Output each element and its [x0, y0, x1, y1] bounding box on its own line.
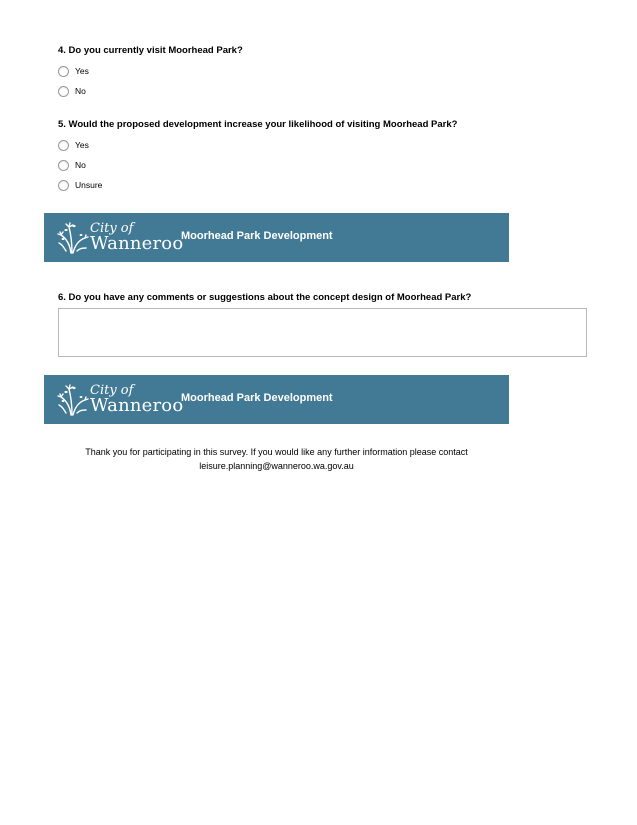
- contact-email: leisure.planning@wanneroo.wa.gov.au: [199, 461, 354, 471]
- q5-option-no[interactable]: [58, 158, 86, 172]
- question-4-title: 4. Do you currently visit Moorhead Park?: [58, 45, 243, 56]
- radio-button[interactable]: [58, 160, 69, 171]
- section-banner: [44, 375, 509, 424]
- q5-option-yes[interactable]: [58, 138, 89, 152]
- option-label: Yes: [75, 66, 89, 76]
- q4-option-yes[interactable]: [58, 64, 89, 78]
- logo-city-text: City of: [90, 383, 134, 398]
- q4-option-no[interactable]: [58, 84, 86, 98]
- option-label: No: [75, 86, 86, 96]
- logo-name-text: Wanneroo: [90, 233, 184, 254]
- radio-button[interactable]: [58, 66, 69, 77]
- logo-city-text: City of: [90, 221, 134, 236]
- radio-button[interactable]: [58, 140, 69, 151]
- banner-title: Moorhead Park Development: [181, 230, 333, 242]
- radio-button[interactable]: [58, 180, 69, 191]
- option-label: Yes: [75, 140, 89, 150]
- city-of-wanneroo-logo: [57, 220, 184, 256]
- option-label: No: [75, 160, 86, 170]
- thank-you-message: [44, 445, 509, 473]
- banner-title: Moorhead Park Development: [181, 392, 333, 404]
- wildflower-icon: [57, 221, 89, 255]
- option-label: Unsure: [75, 180, 103, 190]
- wildflower-icon: [57, 383, 89, 417]
- logo-name-text: Wanneroo: [90, 395, 184, 416]
- thank-you-line: Thank you for participating in this survey. If you would like any further information please contact: [85, 447, 468, 457]
- question-6-title: 6. Do you have any comments or suggestions about the concept design of Moorhead Park?: [58, 292, 472, 303]
- q5-option-unsure[interactable]: [58, 178, 102, 192]
- section-banner: [44, 213, 509, 262]
- question-5-title: 5. Would the proposed development increase your likelihood of visiting Moorhead Park?: [58, 119, 458, 130]
- radio-button[interactable]: [58, 86, 69, 97]
- comments-textarea[interactable]: [58, 308, 587, 357]
- city-of-wanneroo-logo: [57, 382, 184, 418]
